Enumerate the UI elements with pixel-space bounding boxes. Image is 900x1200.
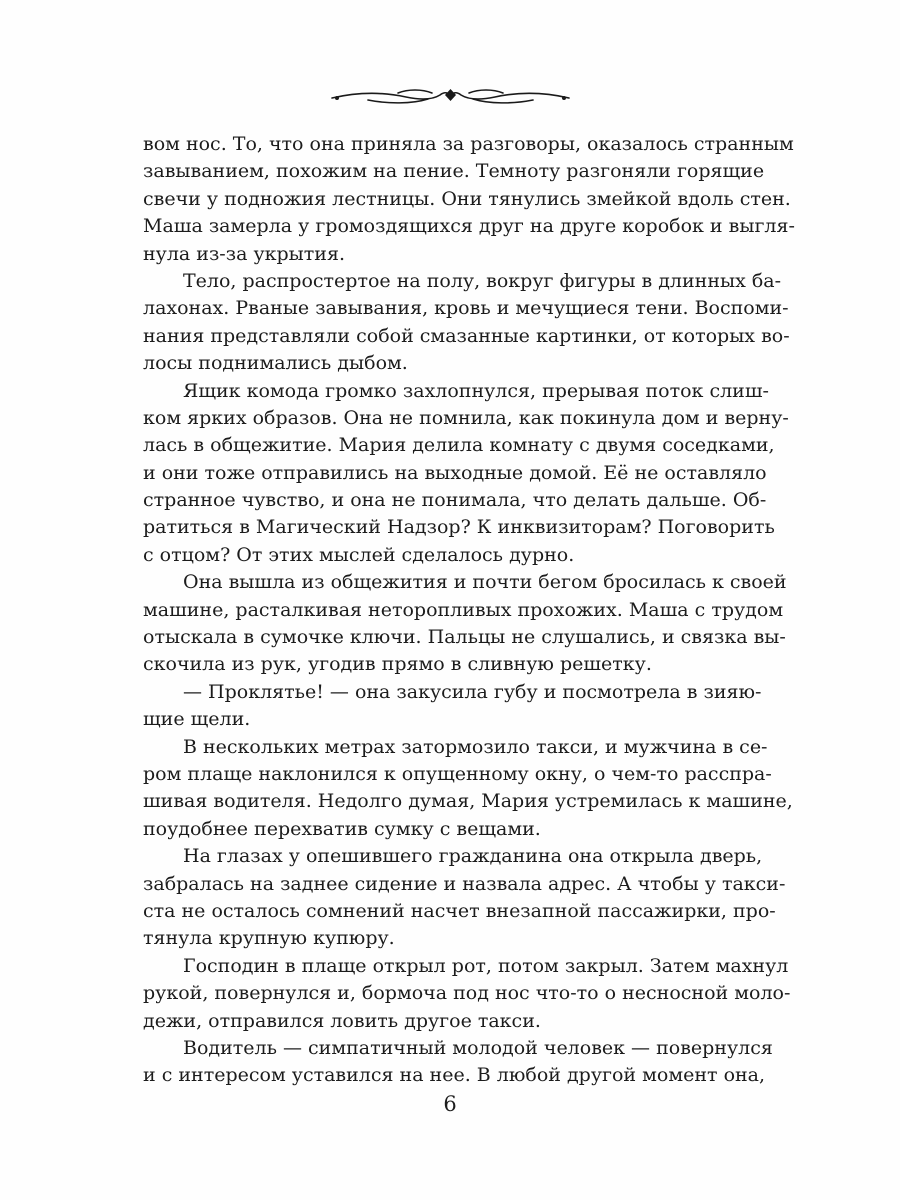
paragraph bbox=[143, 569, 787, 679]
text-line: с отцом? От этих мыслей сделалось дурно. bbox=[143, 543, 575, 566]
text-line: нула из-за укрытия. bbox=[143, 242, 345, 265]
text-line: и они тоже отправились на выходные домой. Её не оставляло bbox=[143, 461, 767, 484]
paragraph bbox=[143, 131, 795, 268]
text-line: ста не осталось сомнений насчет внезапной пассажирки, про- bbox=[143, 899, 776, 922]
paragraph bbox=[143, 268, 790, 378]
text-line: нания представляли собой смазанные картинки, от которых во- bbox=[143, 324, 790, 347]
text-line: отыскала в сумочке ключи. Пальцы не слушались, и связка вы- bbox=[143, 626, 786, 649]
text-line: машине, расталкивая неторопливых прохожих. Маша с трудом bbox=[143, 598, 784, 621]
paragraph bbox=[143, 679, 762, 734]
text-line: На глазах у опешившего гражданина она открыла дверь, bbox=[183, 845, 763, 868]
text-line: — Проклятье! — она закусила губу и посмотрела в зияю- bbox=[183, 680, 762, 703]
paragraph bbox=[143, 843, 786, 953]
text-line: шивая водителя. Недолго думая, Мария устремилась к машине, bbox=[143, 790, 793, 813]
text-line: ком ярких образов. Она не помнила, как покинула дом и верну- bbox=[143, 406, 789, 429]
text-line: и с интересом уставился на нее. В любой другой момент она, bbox=[143, 1064, 766, 1087]
text-line: Ящик комода громко захлопнулся, прерывая поток слиш- bbox=[183, 379, 769, 402]
text-line: ром плаще наклонился к опущенному окну, о чем-то расспра- bbox=[143, 762, 772, 785]
paragraph bbox=[143, 378, 789, 570]
page-number: 6 bbox=[443, 1092, 457, 1116]
text-line: тянула крупную купюру. bbox=[143, 927, 395, 950]
text-line: Водитель — симпатичный молодой человек — повернулся bbox=[183, 1036, 773, 1059]
text-line: Господин в плаще открыл рот, потом закрыл. Затем махнул bbox=[183, 954, 789, 977]
text-line: дежи, отправился ловить другое такси. bbox=[143, 1009, 541, 1032]
text-line: скочила из рук, угодив прямо в сливную решетку. bbox=[143, 653, 652, 676]
text-line: свечи у подножия лестницы. Они тянулись змейкой вдоль стен. bbox=[143, 187, 791, 210]
paragraph bbox=[143, 953, 791, 1035]
paragraph bbox=[143, 1035, 773, 1090]
text-line: щие щели. bbox=[143, 708, 251, 731]
text-line: лосы поднимались дыбом. bbox=[143, 352, 408, 375]
text-line: ратиться в Магический Надзор? К инквизиторам? Поговорить bbox=[143, 516, 775, 539]
ornament-flourish-icon bbox=[328, 80, 573, 110]
text-line: Она вышла из общежития и почти бегом бросилась к своей bbox=[183, 571, 787, 594]
text-line: завыванием, похожим на пение. Темноту разгоняли горящие bbox=[143, 160, 765, 183]
text-line: вом нос. То, что она приняла за разговоры, оказалось странным bbox=[143, 133, 794, 155]
text-line: лахонах. Рваные завывания, кровь и мечущиеся тени. Воспоми- bbox=[143, 297, 789, 320]
text-line: Тело, распростертое на полу, вокруг фигуры в длинных ба- bbox=[183, 269, 782, 292]
text-line: забралась на заднее сидение и назвала адрес. А чтобы у такси- bbox=[143, 872, 786, 895]
text-line: рукой, повернулся и, бормоча под нос что-то о несносной моло- bbox=[143, 982, 791, 1005]
text-line: лась в общежитие. Мария делила комнату с двумя соседками, bbox=[143, 434, 775, 457]
paragraph bbox=[143, 734, 793, 844]
text-line: странное чувство, и она не понимала, что делать дальше. Об- bbox=[143, 489, 767, 512]
text-line: поудобнее перехватив сумку с вещами. bbox=[143, 817, 541, 840]
text-line: В нескольких метрах затормозило такси, и мужчина в се- bbox=[183, 735, 768, 758]
text-line: Маша замерла у громоздящихся друг на друге коробок и выгля- bbox=[143, 215, 795, 238]
body-text bbox=[143, 131, 795, 1090]
